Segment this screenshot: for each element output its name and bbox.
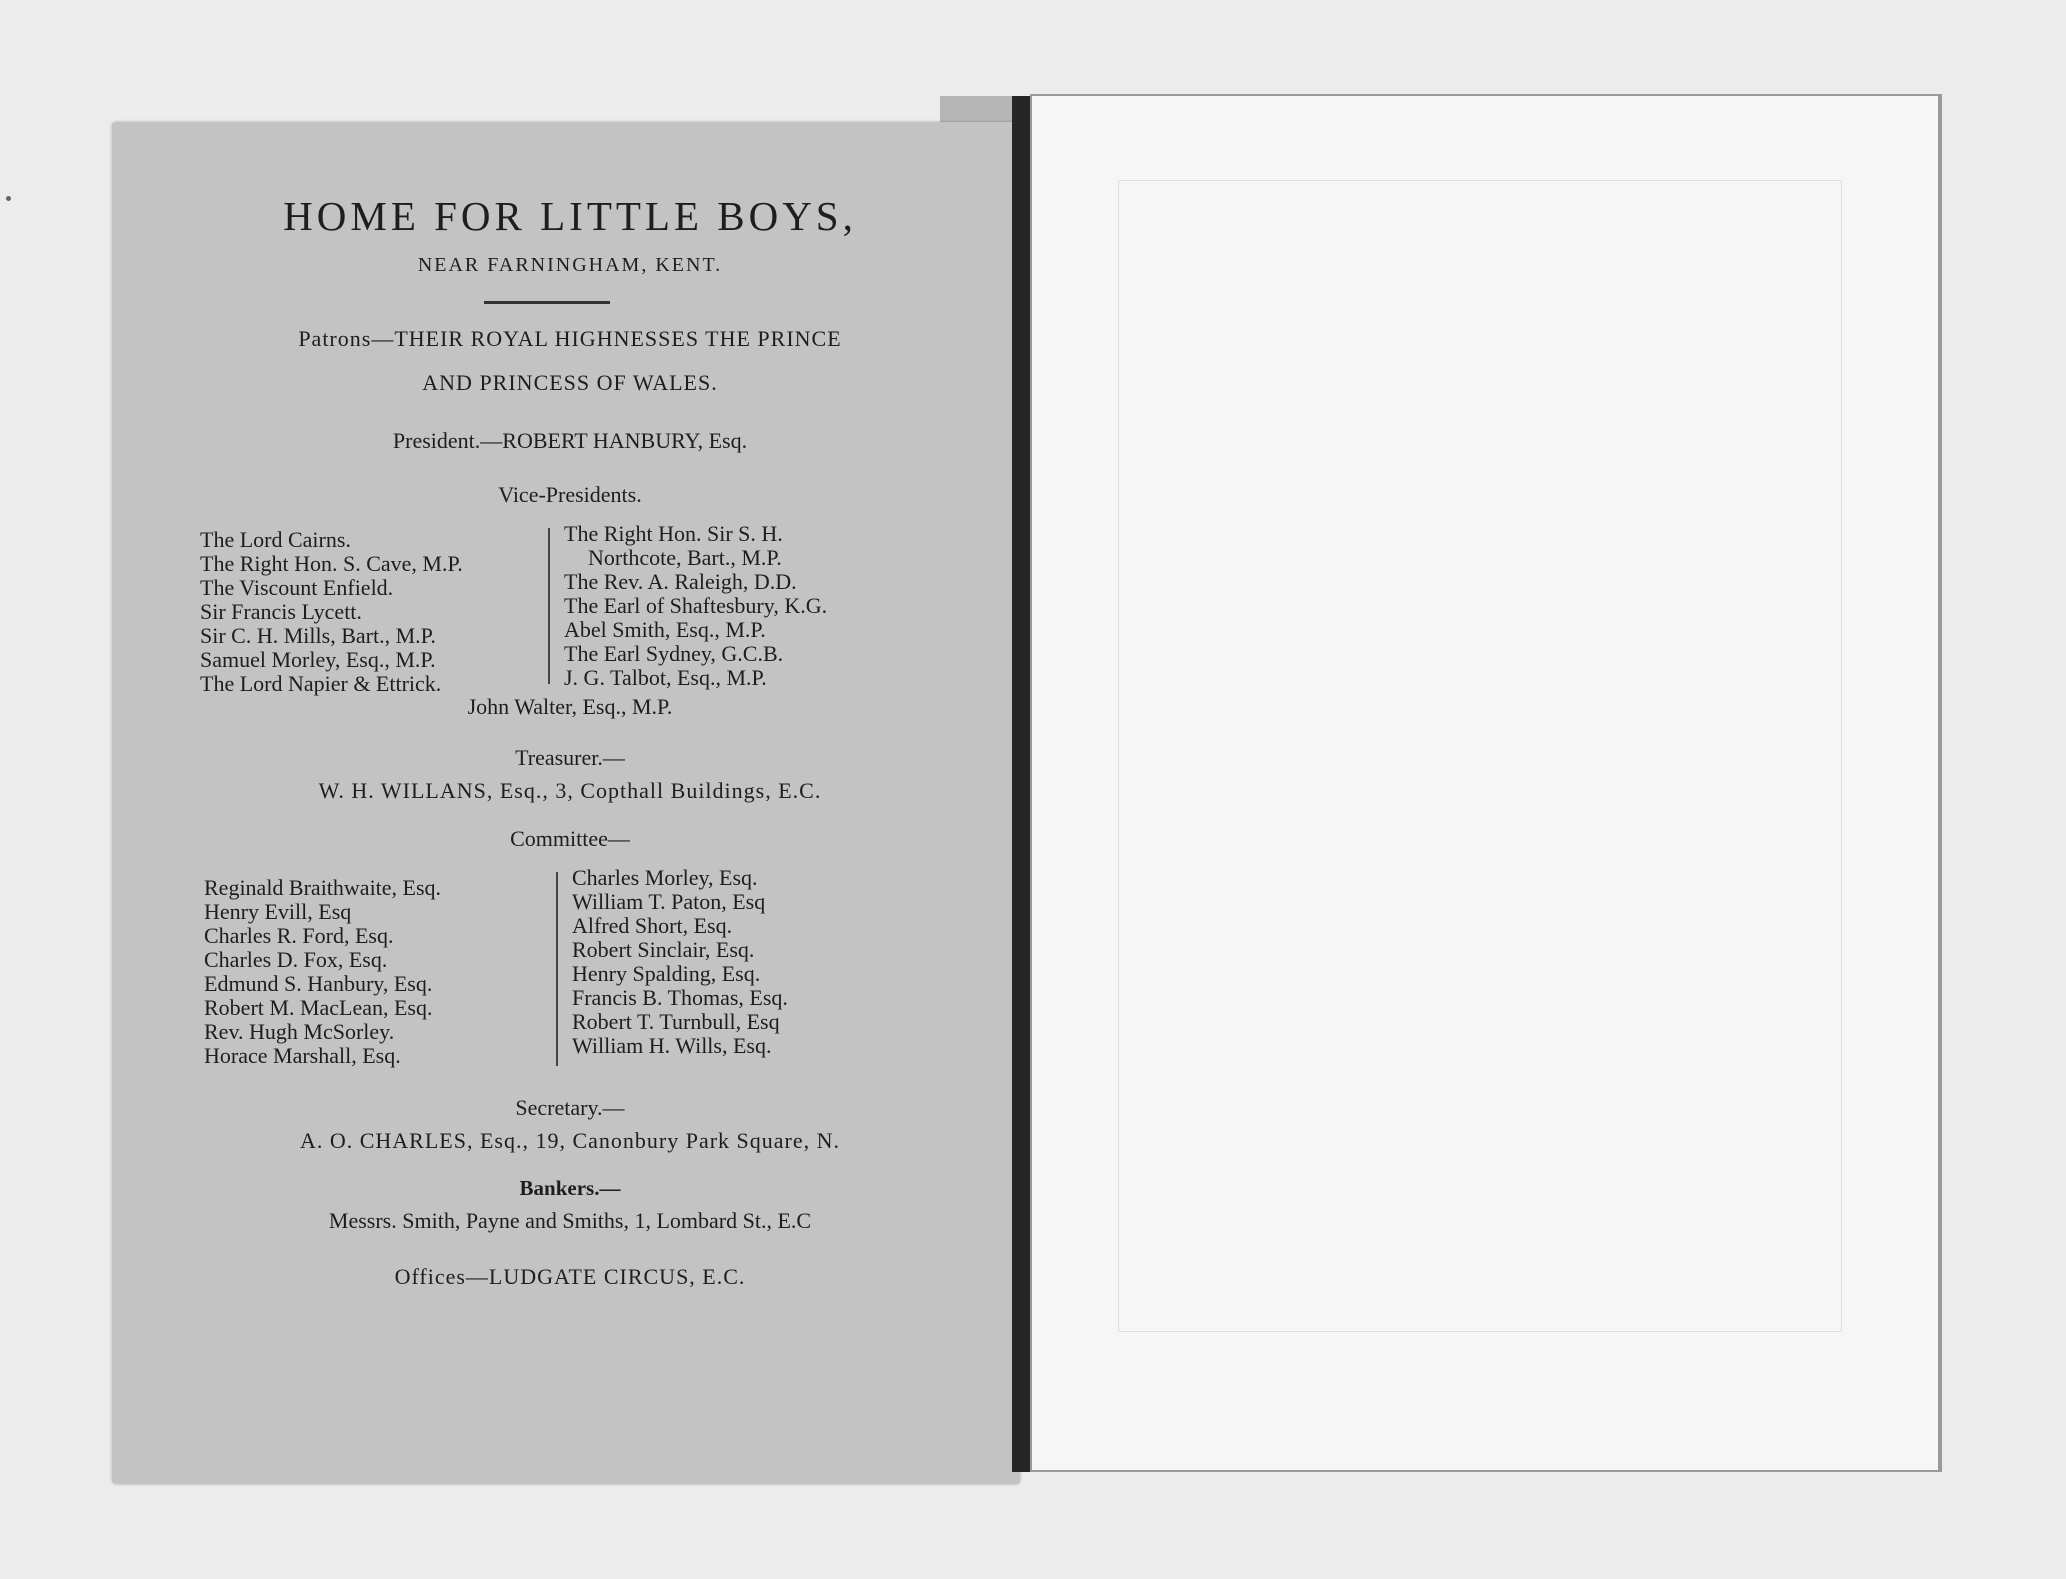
president-line: President.—ROBERT HANBURY, Esq. [392, 428, 748, 453]
list-item: Robert T. Turnbull, Esq [572, 1009, 780, 1034]
treasurer-line: W. H. WILLANS, Esq., 3, Copthall Buildings, E.C. [318, 778, 822, 803]
list-item: Alfred Short, Esq. [572, 913, 733, 938]
list-item: The Right Hon. S. Cave, M.P. [200, 551, 463, 576]
committee-heading: Committee— [510, 826, 630, 851]
list-item: The Lord Cairns. [200, 527, 351, 552]
list-item: The Right Hon. Sir S. H. [564, 521, 783, 546]
list-item: Sir C. H. Mills, Bart., M.P. [200, 623, 436, 648]
list-item: The Rev. A. Raleigh, D.D. [564, 569, 797, 594]
list-item: Robert Sinclair, Esq. [572, 937, 755, 962]
secretary-heading: Secretary.— [515, 1095, 625, 1120]
list-item: Henry Evill, Esq [204, 899, 352, 924]
vice-presidents-last-entry: John Walter, Esq., M.P. [467, 694, 673, 719]
list-item: The Lord Napier & Ettrick. [200, 671, 442, 696]
list-item: Robert M. MacLean, Esq. [204, 995, 433, 1020]
list-item: Rev. Hugh McSorley. [204, 1019, 395, 1044]
bankers-heading: Bankers.— [519, 1176, 621, 1200]
offices-line: Offices—LUDGATE CIRCUS, E.C. [394, 1264, 746, 1289]
list-item: William H. Wills, Esq. [572, 1033, 772, 1058]
committee-column-divider [556, 872, 558, 1066]
list-item: Francis B. Thomas, Esq. [572, 985, 788, 1010]
right-page-frame [1118, 180, 1842, 1332]
vice-presidents-column-divider [548, 528, 550, 684]
list-item: The Earl Sydney, G.C.B. [564, 641, 784, 666]
list-item: Reginald Braithwaite, Esq. [204, 875, 442, 900]
list-item: Edmund S. Hanbury, Esq. [204, 971, 433, 996]
list-item: J. G. Talbot, Esq., M.P. [564, 665, 767, 690]
list-item: The Earl of Shaftesbury, K.G. [564, 593, 828, 618]
committee-left-column [204, 876, 441, 1068]
vice-presidents-heading: Vice-Presidents. [498, 482, 642, 507]
list-item: William T. Paton, Esq [572, 889, 766, 914]
vice-presidents-right-column [564, 522, 827, 690]
page-subtitle: NEAR FARNINGHAM, KENT. [417, 254, 723, 276]
speck-mark [6, 196, 11, 201]
list-item: Samuel Morley, Esq., M.P. [200, 647, 436, 672]
list-item: Charles Morley, Esq. [572, 865, 758, 890]
list-item: Horace Marshall, Esq. [204, 1043, 401, 1068]
list-item: Charles D. Fox, Esq. [204, 947, 388, 972]
patrons-line-2: AND PRINCESS OF WALES. [422, 370, 718, 395]
list-item: The Viscount Enfield. [200, 575, 394, 600]
vice-presidents-left-column [200, 528, 463, 696]
title-divider [484, 301, 610, 304]
list-item: Charles R. Ford, Esq. [204, 923, 394, 948]
committee-right-column [572, 866, 788, 1058]
list-item: Sir Francis Lycett. [200, 599, 362, 624]
list-item: Northcote, Bart., M.P. [588, 545, 782, 570]
list-item: Henry Spalding, Esq. [572, 961, 761, 986]
page-title: HOME FOR LITTLE BOYS, [283, 193, 857, 239]
list-item: Abel Smith, Esq., M.P. [564, 617, 766, 642]
patrons-line-1: Patrons—THEIR ROYAL HIGHNESSES THE PRINCE [298, 326, 842, 351]
bankers-line: Messrs. Smith, Payne and Smiths, 1, Lombard St., E.C [328, 1208, 812, 1233]
treasurer-heading: Treasurer.— [515, 745, 625, 770]
secretary-line: A. O. CHARLES, Esq., 19, Canonbury Park Square, N. [299, 1128, 841, 1153]
